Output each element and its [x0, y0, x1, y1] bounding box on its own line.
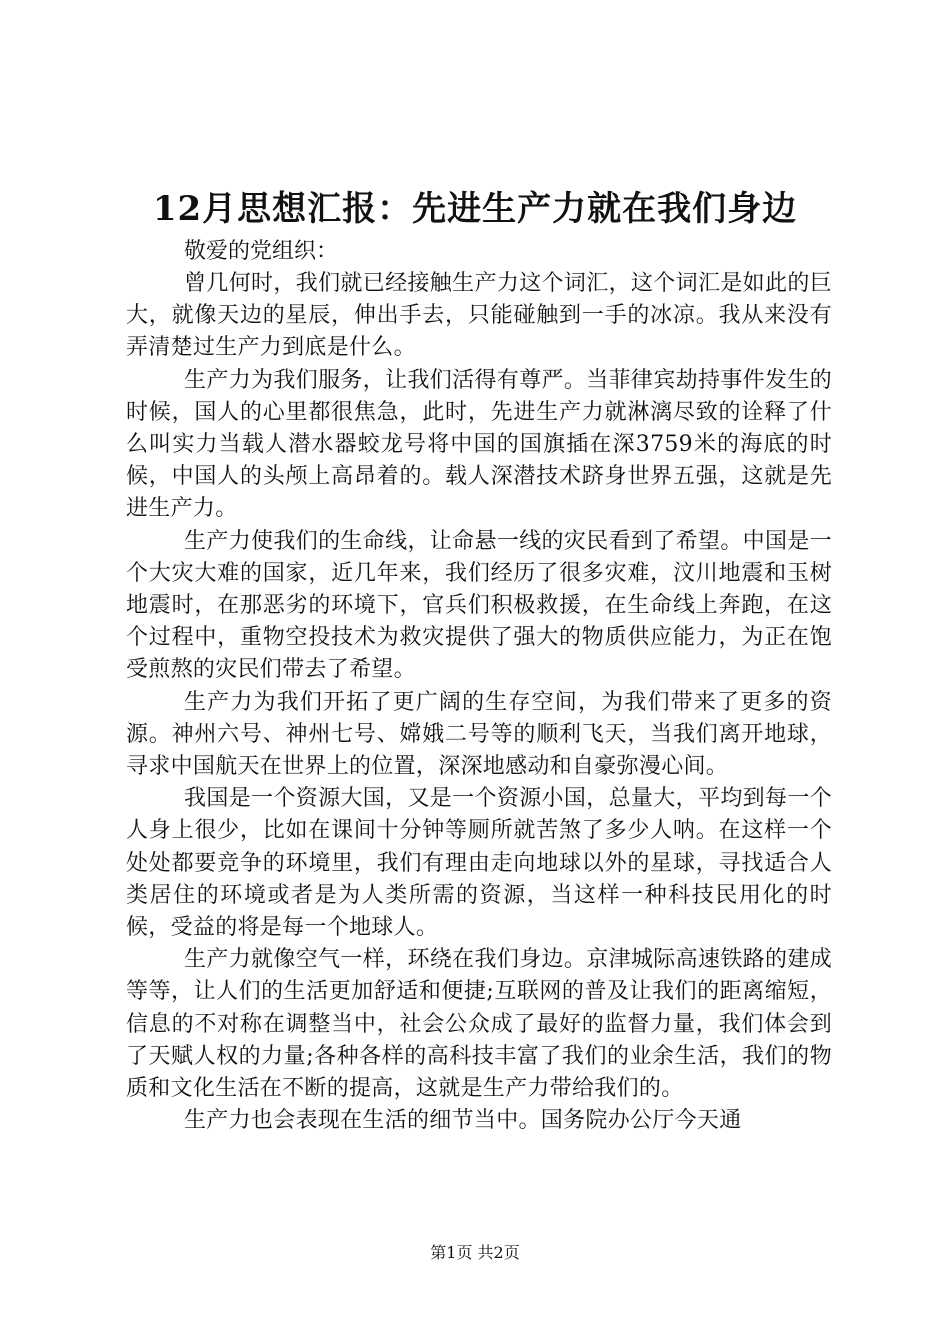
- page-footer: 第1页 共2页: [430, 1243, 520, 1262]
- document-body: [126, 236, 832, 1137]
- paragraph-7: 生产力也会表现在生活的细节当中。国务院办公厅今天通: [184, 1108, 742, 1134]
- paragraph-3: 生产力使我们的生命线，让命悬一线的灾民看到了希望。中国是一个大灾大难的国家，近几年来，我们经历了很多灾难，汶川地震和玉树地震时，在那恶劣的环境下，官兵们积极救援，在生命线上奔跑，在这个过程中，重物空投技术为救灾提供了强大的物质供应能力，为正在饱受煎熬的灾民们带去了希望。: [126, 528, 832, 683]
- paragraph-5: 我国是一个资源大国，又是一个资源小国，总量大，平均到每一个人身上很少，比如在课间十分钟等厕所就苦煞了多少人呐。在这样一个处处都要竞争的环境里，我们有理由走向地球以外的星球，寻找适合人类居住的环境或者是为人类所需的资源，当这样一种科技民用化的时候，受益的将是每一个地球人。: [126, 786, 832, 941]
- paragraph-2: 生产力为我们服务，让我们活得有尊严。当菲律宾劫持事件发生的时候，国人的心里都很焦急，此时，先进生产力就淋漓尽致的诠释了什么叫实力当载人潜水器蛟龙号将中国的国旗插在深3759米的海底的时候，中国人的头颅上高昂着的。载人深潜技术跻身世界五强，这就是先进生产力。: [126, 367, 832, 522]
- paragraph-4: 生产力为我们开拓了更广阔的生存空间，为我们带来了更多的资源。神州六号、神州七号、嫦娥二号等的顺利飞天，当我们离开地球，寻求中国航天在世界上的位置，深深地感动和自豪弥漫心间。: [126, 689, 832, 780]
- paragraph-1: 曾几何时，我们就已经接触生产力这个词汇，这个词汇是如此的巨大，就像天边的星辰，伸出手去，只能碰触到一手的冰凉。我从来没有弄清楚过生产力到底是什么。: [126, 271, 832, 361]
- salutation: 敬爱的党组织：: [184, 239, 339, 264]
- document-title: 12月思想汇报：先进生产力就在我们身边: [152, 189, 798, 229]
- paragraph-6: 生产力就像空气一样，环绕在我们身边。京津城际高速铁路的建成等等，让人们的生活更加舒适和便捷;互联网的普及让我们的距离缩短，信息的不对称在调整当中，社会公众成了最好的监督力量，我们体会到了天赋人权的力量;各种各样的高科技丰富了我们的业余生活，我们的物质和文化生活在不断的提高，这就是生产力带给我们的。: [126, 947, 832, 1102]
